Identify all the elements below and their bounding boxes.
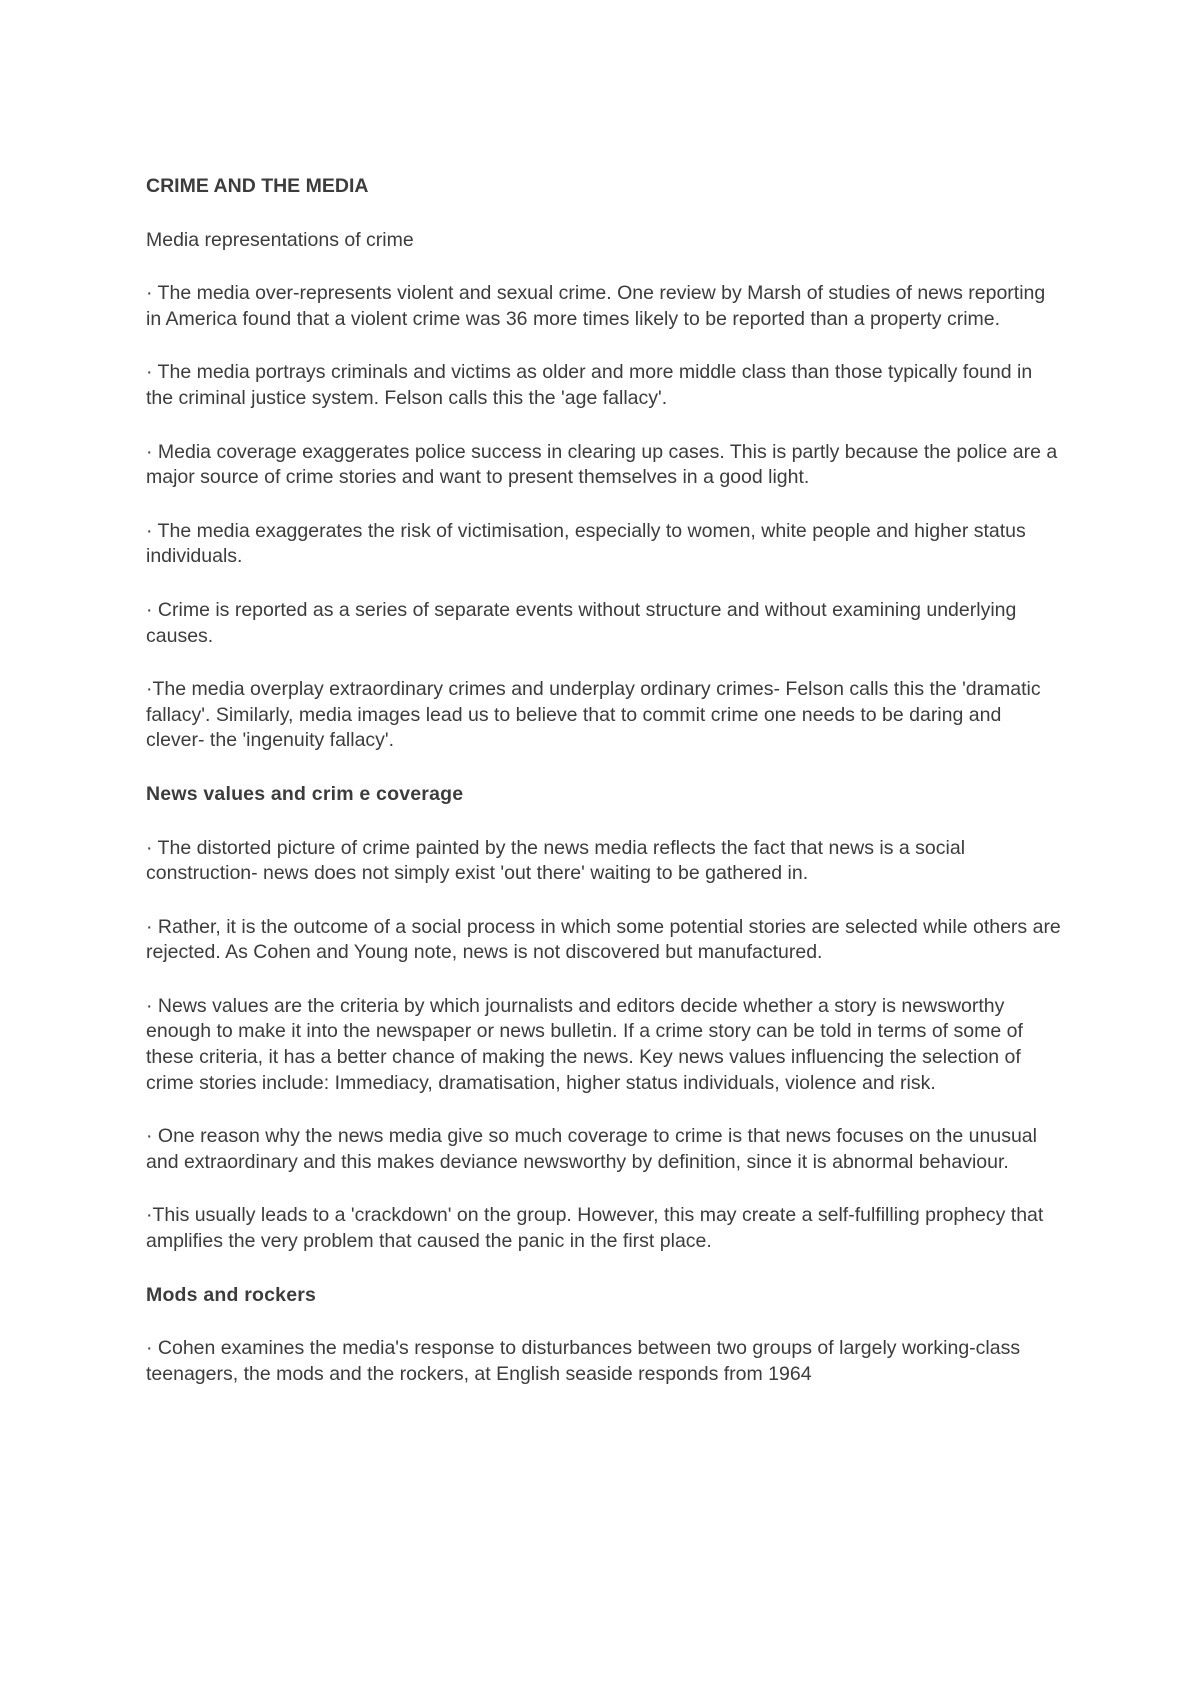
paragraph: · The media portrays criminals and victims as older and more middle class than those typically found in the criminal justice system. Felson calls this the 'age fallacy'. xyxy=(146,361,1033,409)
paragraph: ·The media overplay extraordinary crimes and underplay ordinary crimes- Felson calls this the 'dramatic fallacy'. Similarly, media images lead us to believe that to commit crime one needs to be daring and clever- the 'ingenuity fallacy'. xyxy=(146,678,1041,752)
section-heading-news-values: News values and crim e coverage xyxy=(146,782,464,805)
paragraph: · The media exaggerates the risk of victimisation, especially to women, white people and higher status individuals. xyxy=(146,519,1026,568)
paragraph: · News values are the criteria by which journalists and editors decide whether a story is newsworthy enough to make it into the newspaper or news bulletin. If a crime story can be told in terms of some of these criteria, it has a better chance of making the news. Key news values influencing the selection of crime stories include: Immediacy, dramatisation, higher status individuals, violence and risk. xyxy=(146,994,1023,1094)
paragraph: · One reason why the news media give so much coverage to crime is that news focuses on the unusual and extraordinary and this makes deviance newsworthy by definition, since it is abnormal behaviour. xyxy=(146,1125,1037,1173)
paragraph: · Cohen examines the media's response to disturbances between two groups of largely working-class teenagers, the mods and the rockers, at English seaside responds from 1964 xyxy=(146,1337,1021,1385)
paragraph: · Media coverage exaggerates police success in clearing up cases. This is partly because the police are a major source of crime stories and want to present themselves in a good light. xyxy=(146,440,1058,489)
paragraph: ·This usually leads to a 'crackdown' on the group. However, this may create a self-fulfilling prophecy that amplifies the very problem that caused the panic in the first place. xyxy=(146,1204,1044,1253)
paragraph: · The distorted picture of crime painted by the news media reflects the fact that news is a social construction- news does not simply exist 'out there' waiting to be gathered in. xyxy=(146,836,966,885)
paragraph: · Crime is reported as a series of separate events without structure and without examining underlying causes. xyxy=(146,598,1017,647)
document-title: CRIME AND THE MEDIA xyxy=(146,175,369,197)
section-heading-mods-rockers: Mods and rockers xyxy=(146,1283,317,1306)
paragraph: · The media over-represents violent and sexual crime. One review by Marsh of studies of news reporting in America found that a violent crime was 36 more times likely to be reported than a property crime. xyxy=(146,282,1046,330)
paragraph: · Rather, it is the outcome of a social process in which some potential stories are selected while others are rejected. As Cohen and Young note, news is not discovered but manufactured. xyxy=(146,915,1061,964)
document-body xyxy=(146,174,1061,1415)
section-subtitle: Media representations of crime xyxy=(146,228,414,251)
